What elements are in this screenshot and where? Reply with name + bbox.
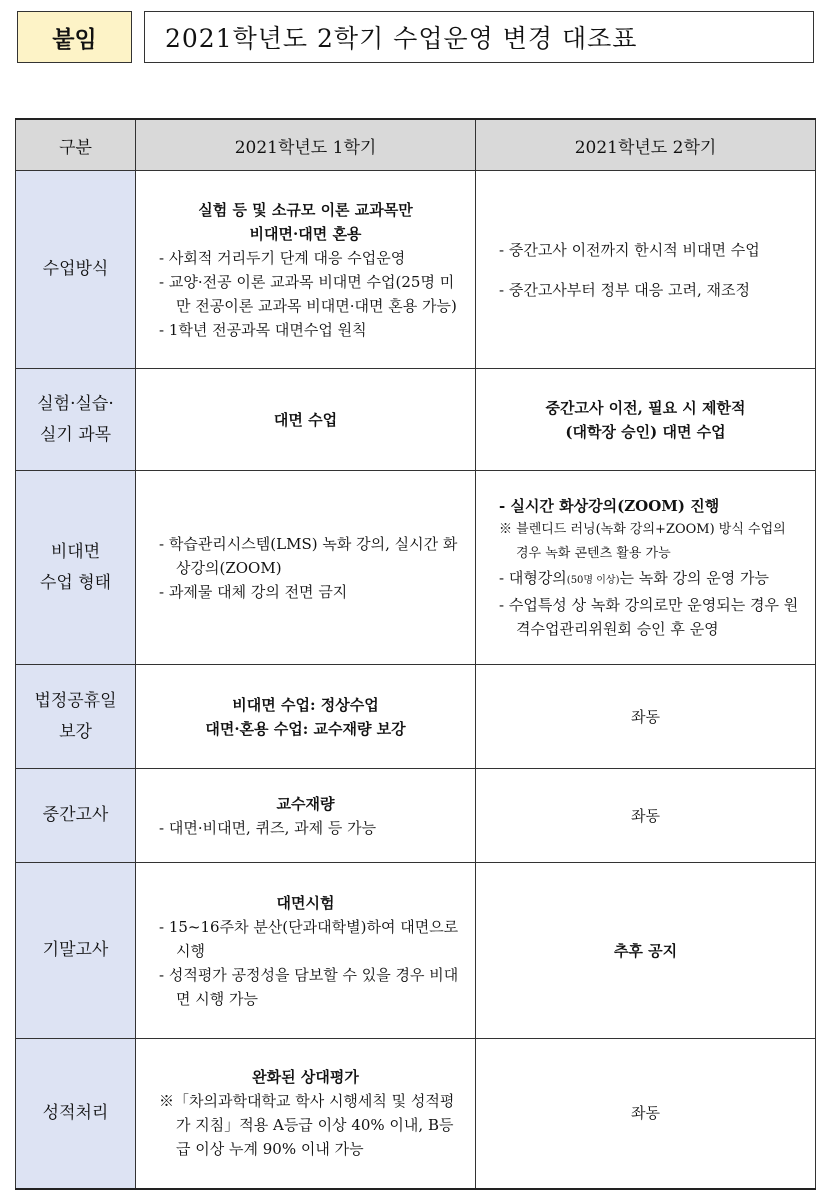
header-sem1: 2021학년도 1학기 — [136, 119, 476, 171]
cell-line: 대면·혼용 수업: 교수재량 보강 — [205, 719, 406, 738]
comparison-table — [15, 118, 816, 1190]
table-header-row — [16, 119, 816, 171]
list-item: - 대면·비대면, 퀴즈, 과제 등 가능 — [159, 818, 377, 837]
category-line: 법정공휴일 — [34, 690, 117, 711]
list-item: - 성적평가 공정성을 담보할 수 있을 경우 비대면 시행 가능 — [159, 965, 459, 1008]
sem1-cell — [136, 863, 476, 1039]
item-text: - 대형강의 — [499, 569, 567, 587]
row-category — [16, 1039, 136, 1189]
cell-line: 추후 공지 — [613, 941, 678, 960]
header-sem2: 2021학년도 2학기 — [476, 119, 816, 171]
sem1-cell — [136, 769, 476, 863]
table-row — [16, 769, 816, 863]
cell-heading: 교수재량 — [276, 794, 335, 813]
category-line: 실험·실습· — [37, 393, 114, 414]
sem2-cell — [476, 863, 816, 1039]
list-item: - 실시간 화상강의(ZOOM) 진행 — [499, 497, 720, 515]
sem1-cell — [136, 665, 476, 769]
row-category — [16, 471, 136, 665]
list-item: - 과제물 대체 강의 전면 금지 — [159, 582, 348, 601]
row-category — [16, 665, 136, 769]
list-item — [490, 566, 801, 593]
page-title: 2021학년도 2학기 수업운영 변경 대조표 — [144, 11, 814, 63]
cell-line: 좌동 — [631, 707, 660, 726]
sem2-cell — [476, 369, 816, 471]
sem2-cell — [476, 1039, 816, 1189]
cell-heading: 비대면·대면 혼용 — [249, 224, 362, 243]
list-item: - 중간고사 이전까지 한시적 비대면 수업 — [499, 240, 760, 259]
row-category — [16, 171, 136, 369]
table-row — [16, 863, 816, 1039]
list-item: - 15~16주차 분산(단과대학별)하여 대면으로 시행 — [159, 917, 459, 960]
list-item: - 학습관리시스템(LMS) 녹화 강의, 실시간 화상강의(ZOOM) — [159, 534, 458, 577]
cell-line: 대면 수업 — [273, 410, 338, 429]
cell-heading: 완화된 상대평가 — [252, 1068, 359, 1087]
table-row — [16, 665, 816, 769]
sem2-cell — [476, 665, 816, 769]
list-item: - 사회적 거리두기 단계 대응 수업운영 — [159, 248, 406, 267]
list-item: - 교양·전공 이론 교과목 비대면 수업(25명 미만 전공이론 교과목 비대면·대면 혼용 가능) — [159, 272, 457, 315]
list-item: - 중간고사부터 정부 대응 고려, 재조정 — [499, 280, 751, 299]
attachment-badge: 붙임 — [17, 11, 132, 63]
cell-line: 중간고사 이전, 필요 시 제한적 — [545, 398, 746, 417]
list-item: - 1학년 전공과목 대면수업 원칙 — [159, 320, 367, 339]
category-line: 기말고사 — [42, 940, 109, 960]
sem2-cell — [476, 769, 816, 863]
category-line: 실기 과목 — [39, 424, 112, 445]
sem1-cell — [136, 1039, 476, 1189]
header-category: 구분 — [16, 119, 136, 171]
category-line: 비대면 — [50, 541, 101, 562]
table-row — [16, 471, 816, 665]
table-row — [16, 1039, 816, 1189]
category-line: 성적처리 — [42, 1102, 109, 1123]
category-line: 수업방식 — [42, 259, 109, 279]
table-row — [16, 171, 816, 369]
sem2-cell — [476, 171, 816, 369]
cell-heading: 대면시험 — [276, 893, 335, 912]
item-small-text: (50명 이상) — [566, 575, 620, 586]
table-row — [16, 369, 816, 471]
cell-line: 좌동 — [631, 1104, 660, 1123]
category-line: 보강 — [59, 721, 92, 742]
cell-line: (대학장 승인) 대면 수업 — [565, 422, 726, 441]
note-item: ※ 블렌디드 러닝(녹화 강의+ZOOM) 방식 수업의 경우 녹화 콘텐츠 활용 가능 — [499, 522, 786, 561]
cell-line: 좌동 — [631, 806, 660, 825]
cell-heading: 실험 등 및 소규모 이론 교과목만 — [198, 200, 413, 219]
row-category — [16, 369, 136, 471]
sem2-cell — [476, 471, 816, 665]
cell-line: 비대면 수업: 정상수업 — [232, 695, 379, 714]
sem1-cell — [136, 171, 476, 369]
list-item: - 수업특성 상 녹화 강의로만 운영되는 경우 원격수업관리위원회 승인 후 운영 — [499, 596, 799, 638]
row-category — [16, 863, 136, 1039]
item-text: 는 녹화 강의 운영 가능 — [619, 569, 769, 587]
row-category — [16, 769, 136, 863]
sem1-cell — [136, 369, 476, 471]
category-line: 중간고사 — [42, 805, 109, 825]
note-item: ※「차의과학대학교 학사 시행세칙 및 성적평가 지침」적용 A등급 이상 40% 이내, B등급 이상 누계 90% 이내 가능 — [159, 1092, 455, 1159]
category-line: 수업 형태 — [39, 572, 112, 593]
sem1-cell — [136, 471, 476, 665]
